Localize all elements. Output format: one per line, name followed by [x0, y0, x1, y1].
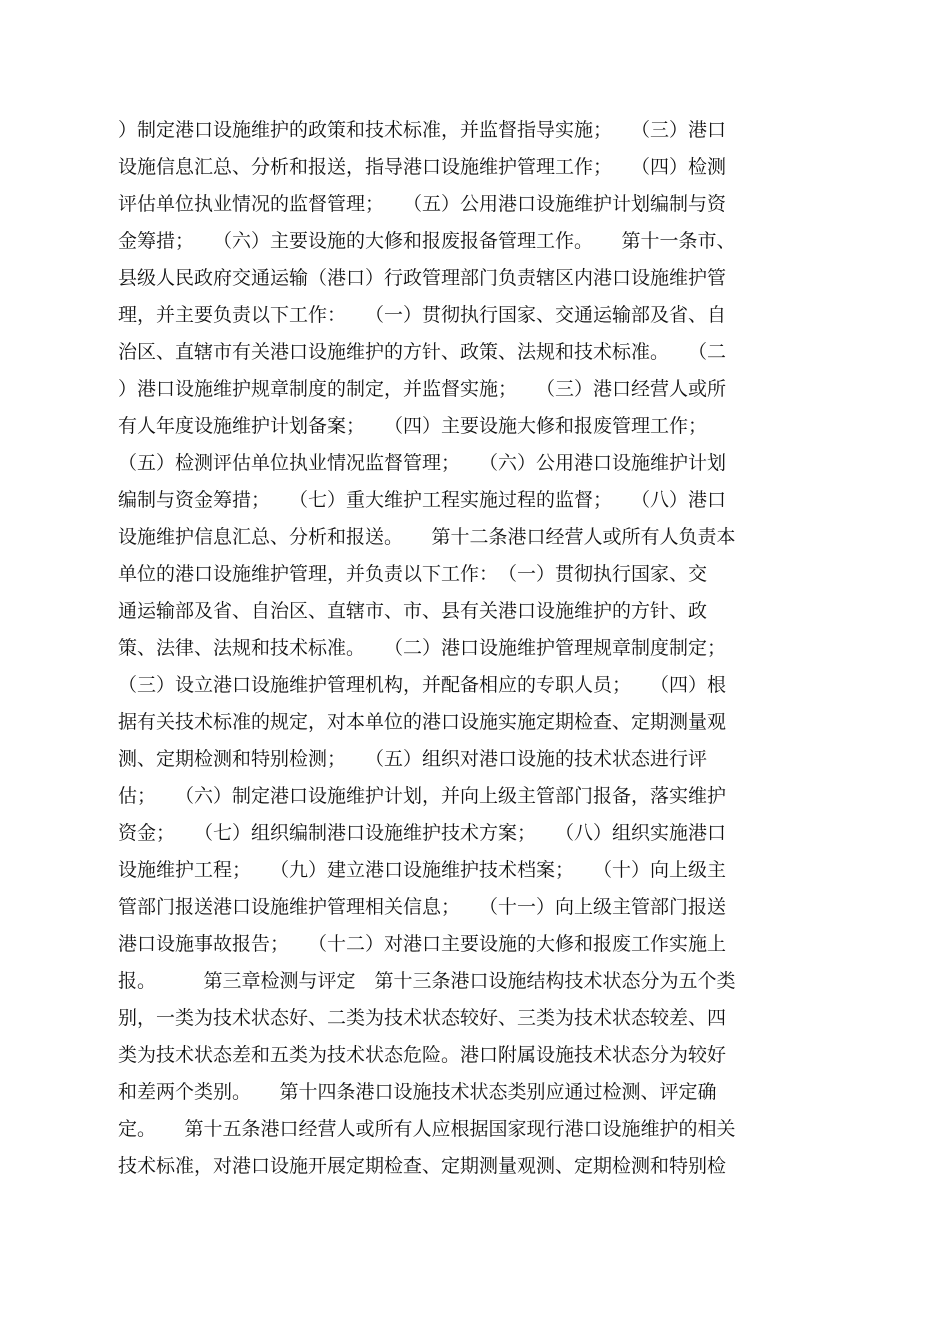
text-line: 策、法律、法规和技术标准。 （二）港口设施维护管理规章制度制定； — [118, 637, 727, 659]
text-line: ）港口设施维护规章制度的制定，并监督实施； （三）港口经营人或所 — [118, 378, 727, 400]
text-line: 港口设施事故报告； （十二）对港口主要设施的大修和报废工作实施上 — [118, 933, 727, 955]
text-line: 技术标准，对港口设施开展定期检查、定期测量观测、定期检测和特别检 — [118, 1155, 727, 1177]
text-line: 治区、直辖市有关港口设施维护的方针、政策、法规和技术标准。 （二 — [118, 341, 727, 363]
document-body — [118, 112, 838, 1185]
text-line: 据有关技术标准的规定，对本单位的港口设施实施定期检查、定期测量观 — [118, 711, 727, 733]
text-line: ）制定港口设施维护的政策和技术标准，并监督指导实施； （三）港口 — [118, 119, 727, 141]
text-line: （五）检测评估单位执业情况监督管理； （六）公用港口设施维护计划 — [118, 452, 727, 474]
text-line: 有人年度设施维护计划备案； （四）主要设施大修和报废管理工作； — [118, 415, 708, 437]
text-line: 设施信息汇总、分析和报送，指导港口设施维护管理工作； （四）检测 — [118, 156, 727, 178]
text-line: （三）设立港口设施维护管理机构，并配备相应的专职人员； （四）根 — [118, 674, 727, 696]
text-line: 报。 第三章检测与评定 第十三条港口设施结构技术状态分为五个类 — [118, 970, 736, 992]
text-line: 管部门报送港口设施维护管理相关信息； （十一）向上级主管部门报送 — [118, 896, 727, 918]
text-line: 资金； （七）组织编制港口设施维护技术方案； （八）组织实施港口 — [118, 822, 727, 844]
text-line: 理，并主要负责以下工作： （一）贯彻执行国家、交通运输部及省、自 — [118, 304, 727, 326]
text-line: 和差两个类别。 第十四条港口设施技术状态类别应通过检测、评定确 — [118, 1081, 717, 1103]
text-line: 单位的港口设施维护管理，并负责以下工作： （一）贯彻执行国家、交 — [118, 563, 708, 585]
text-line: 定。 第十五条港口经营人或所有人应根据国家现行港口设施维护的相关 — [118, 1118, 736, 1140]
text-line: 设施维护工程； （九）建立港口设施维护技术档案； （十）向上级主 — [118, 859, 727, 881]
text-line: 编制与资金筹措； （七）重大维护工程实施过程的监督； （八）港口 — [118, 489, 727, 511]
text-line: 评估单位执业情况的监督管理； （五）公用港口设施维护计划编制与资 — [118, 193, 727, 215]
text-line: 测、定期检测和特别检测； （五）组织对港口设施的技术状态进行评 — [118, 748, 708, 770]
text-line: 别，一类为技术状态好、二类为技术状态较好、三类为技术状态较差、四 — [118, 1007, 727, 1029]
text-line: 设施维护信息汇总、分析和报送。 第十二条港口经营人或所有人负责本 — [118, 526, 736, 548]
text-line: 县级人民政府交通运输（港口）行政管理部门负责辖区内港口设施维护管 — [118, 267, 727, 289]
text-line: 金筹措； （六）主要设施的大修和报废报备管理工作。 第十一条市、 — [118, 230, 736, 252]
text-line: 通运输部及省、自治区、直辖市、市、县有关港口设施维护的方针、政 — [118, 600, 708, 622]
text-line: 类为技术状态差和五类为技术状态危险。港口附属设施技术状态分为较好 — [118, 1044, 727, 1066]
text-line: 估； （六）制定港口设施维护计划，并向上级主管部门报备，落实维护 — [118, 785, 727, 807]
